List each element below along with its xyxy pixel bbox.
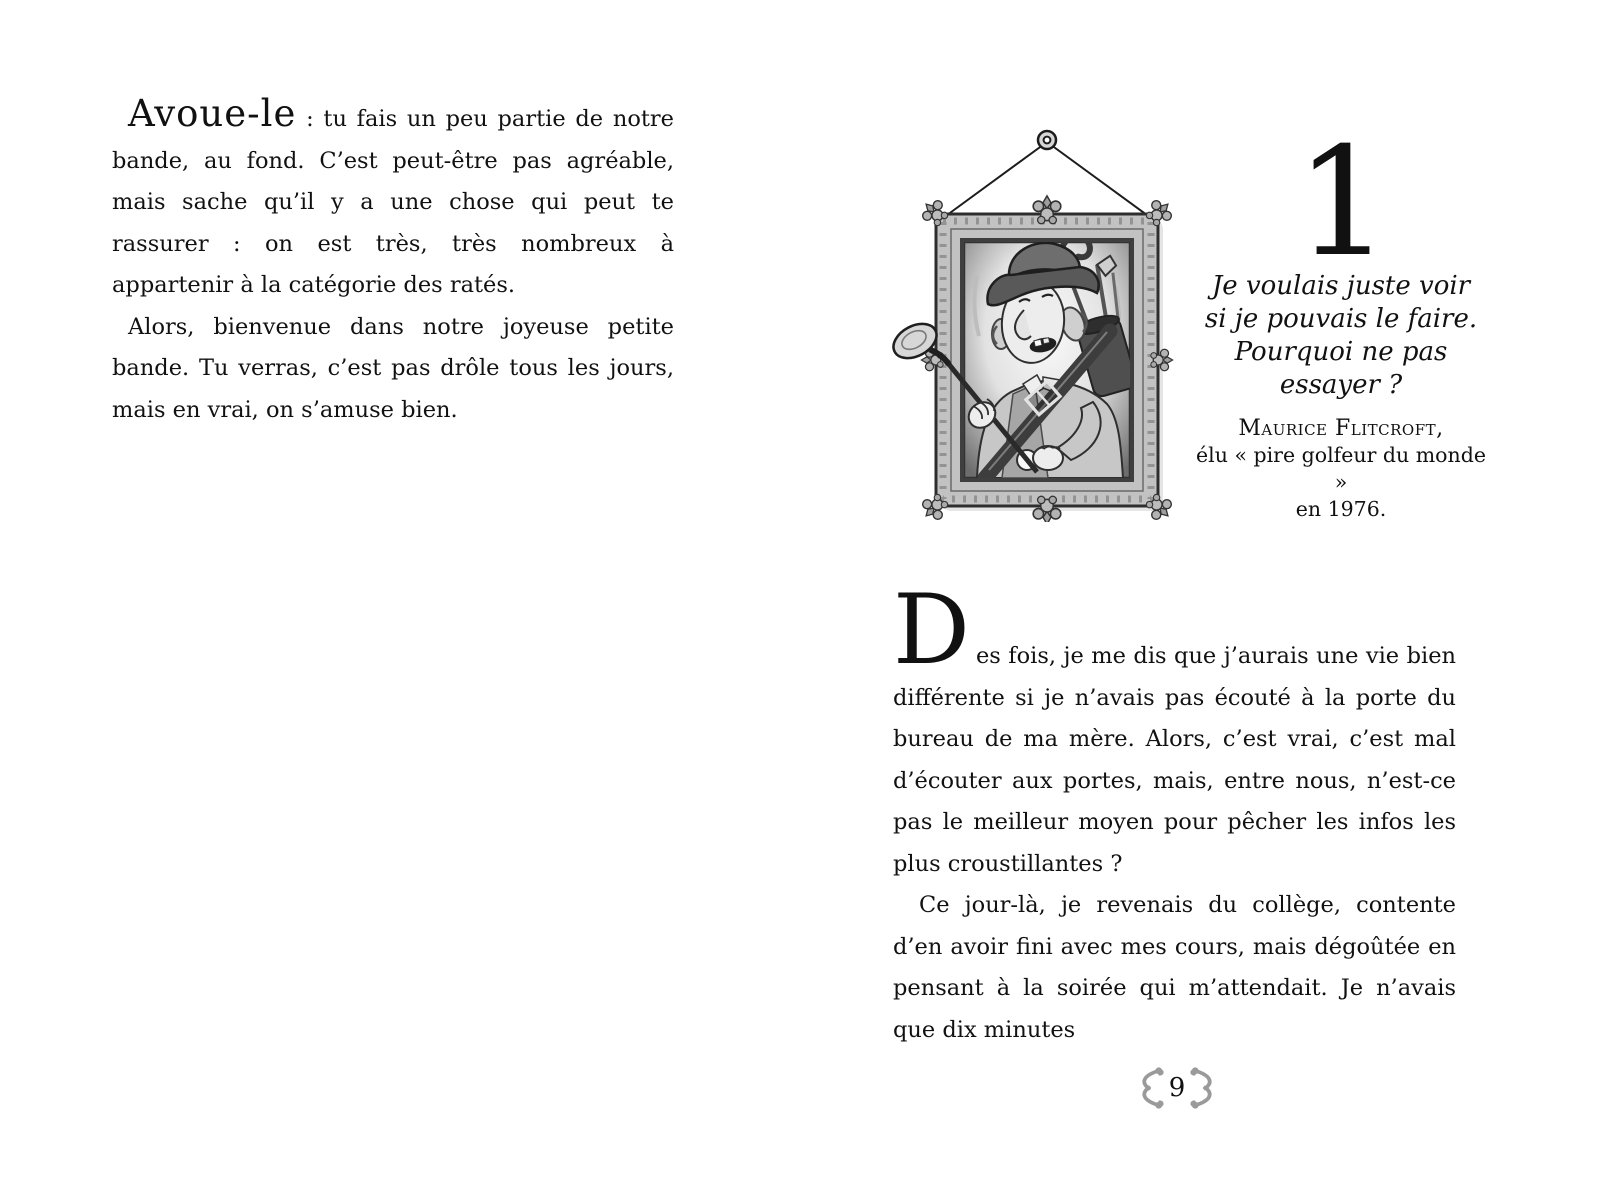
- flourish-left-icon: [1134, 1064, 1164, 1112]
- paragraph: [112, 92, 674, 307]
- nail-icon: [1038, 131, 1056, 149]
- epigraph-attribution: [1196, 415, 1486, 523]
- paragraph: [893, 574, 1456, 885]
- flourish-right-icon: [1190, 1064, 1220, 1112]
- right-page-text: [893, 574, 1456, 1051]
- hanging-wire-right: [1047, 142, 1151, 218]
- page-number: 9: [1168, 1073, 1186, 1103]
- paragraph: Alors, bienvenue dans notre joyeuse petite bande. Tu verras, c’est pas drôle tous les jours, mais en vrai, on s’amuse bien.: [112, 313, 674, 423]
- attribution-date: en 1976.: [1295, 497, 1387, 521]
- epigraph-line: Pourquoi ne pas essayer ?: [1234, 337, 1448, 400]
- paragraph-text: : tu fais un peu partie de notre bande, au fond. C’est peut-être pas agréable, mais sache qu’il y a une chose qui peut te rassurer : on est très, très nombreux à appartenir à la catégorie des ratés.: [112, 106, 674, 298]
- epigraph-line: si je pouvais le faire.: [1204, 304, 1478, 334]
- chapter-number: 1: [1295, 116, 1387, 290]
- attribution-detail: élu « pire golfeur du monde »: [1196, 443, 1486, 494]
- epigraph-line: Je voulais juste voir: [1211, 271, 1471, 301]
- epigraph-quote: [1196, 270, 1486, 402]
- chapter-head: [1196, 116, 1486, 523]
- opening-word: Avoue-le: [128, 92, 297, 135]
- drop-cap: D: [893, 574, 972, 686]
- paragraph: Ce jour-là, je revenais du collège, contente d’en avoir fini avec mes cours, mais dégoûtée en pensant à la soirée qui m’attendait. Je n’avais que dix minutes: [893, 892, 1456, 1043]
- paragraph-text: es fois, je me dis que j’aurais une vie bien différente si je n’avais pas écouté à la porte du bureau de ma mère. Alors, c’est vrai, c’est mal d’écouter aux portes, mais, entre nous, n’est-ce pas le meilleur moyen pour pêcher les infos les plus croustillantes ?: [893, 643, 1456, 877]
- attribution-name: Maurice Flitcroft,: [1238, 416, 1444, 441]
- portrait-frame-drawing: [885, 126, 1175, 522]
- framed-golfer-portrait-illustration: [885, 126, 1175, 522]
- left-page-text: [112, 92, 674, 431]
- page-folio: [1117, 1056, 1237, 1120]
- hanging-wire-left: [943, 142, 1047, 218]
